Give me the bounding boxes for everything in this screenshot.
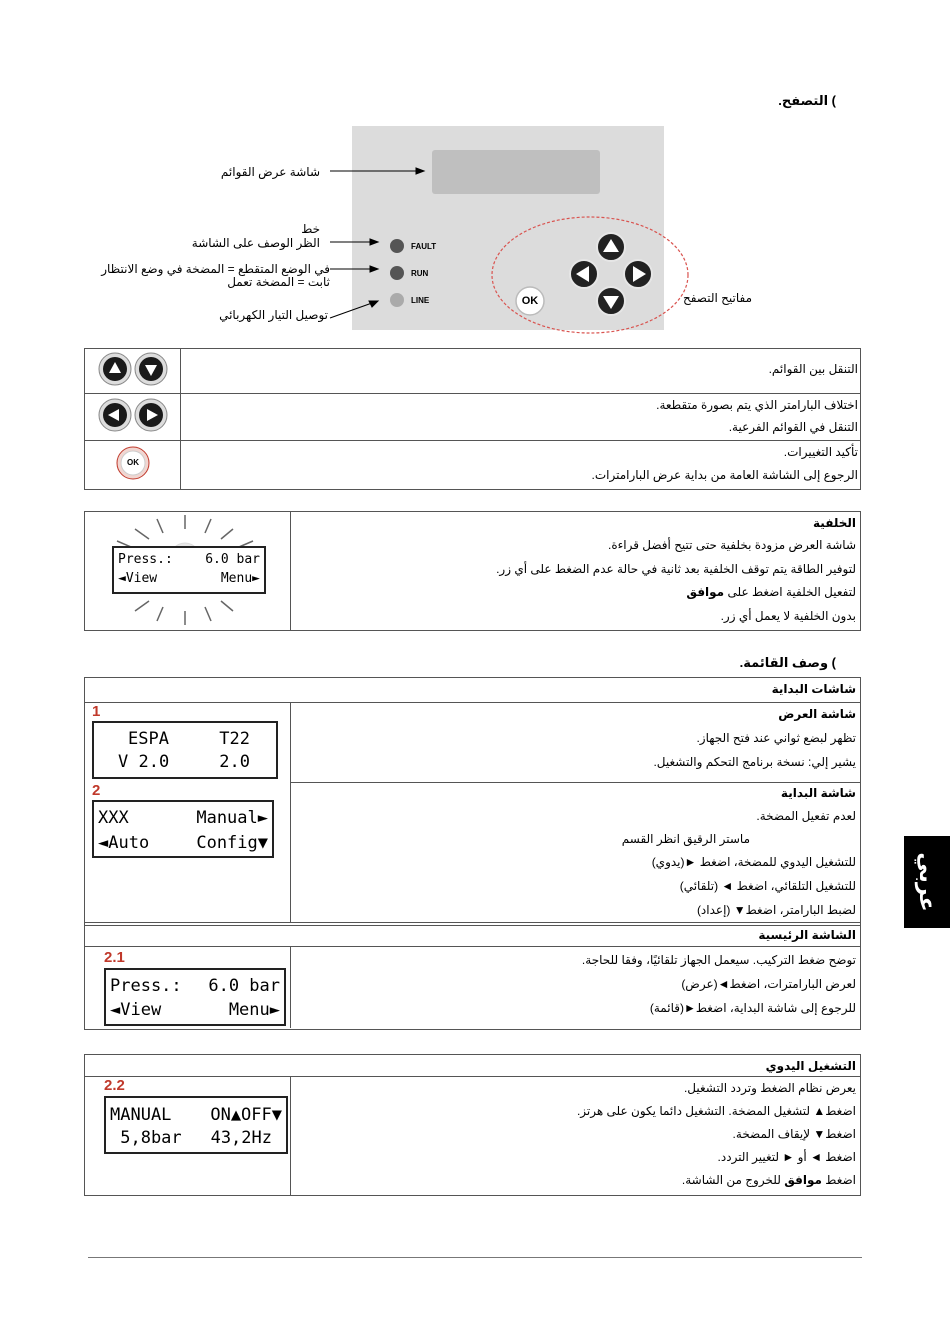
lcd-text: T22 xyxy=(219,729,250,749)
start-screens-header: شاشات البداية xyxy=(771,682,856,696)
start-screen-lcd xyxy=(92,800,274,858)
label-fault-line1: خط xyxy=(301,222,320,236)
screen-number-2: 2 xyxy=(92,782,101,799)
lcd-text: ◄Auto xyxy=(98,833,150,853)
nav-right-button xyxy=(624,260,652,288)
backlight-line1: شاشة العرض مزودة بخلفية حتى تتيح أفضل قراءة. xyxy=(608,538,856,552)
section-heading-navigation: ) التصفح. xyxy=(778,93,836,108)
lcd-text: 6.0 bar xyxy=(205,552,260,567)
nav-down-button xyxy=(597,287,625,315)
keys-row2-line1: اختلاف البارامتر الذي يتم بصورة متقطعة. xyxy=(656,398,858,412)
manual-line5 xyxy=(682,1173,856,1187)
section-heading-menu: ) وصف القائمة. xyxy=(739,655,836,670)
main-screen-line3: للرجوع إلى شاشة البداية، اضغط►(قائمة) xyxy=(649,1001,856,1015)
manual-line5-post: للخروج من الشاشة. xyxy=(681,1173,781,1187)
start-screen-line4: للتشغيل التلقائي، اضغط ◄ (تلقائي) xyxy=(679,879,856,893)
manual-line2: اضغط▲ لتشغيل المضخة. التشغيل دائما يكون على هرتز. xyxy=(576,1104,856,1118)
main-screen-lcd xyxy=(104,968,286,1026)
panel-ok-label: OK xyxy=(521,295,539,307)
backlight-line2: لتوفير الطاقة يتم توقف الخلفية بعد ثانية في حالة عدم الضغط على أي زر. xyxy=(496,562,856,576)
manual-line3: اضغط▼ لإيقاف المضخة. xyxy=(732,1127,856,1141)
backlight-line3-pre: لتفعيل الخلفية اضغط على xyxy=(727,585,856,599)
label-nav-keys: مفاتيح التصفح xyxy=(682,291,752,305)
keys-row2-line2: التنقل في القوائم الفرعية. xyxy=(728,420,858,434)
lcd-text: Manual► xyxy=(196,808,268,828)
lcd-text: MANUAL xyxy=(110,1105,172,1125)
manual-header: التشغيل اليدوي xyxy=(765,1059,856,1073)
nav-left-button xyxy=(570,260,598,288)
keys-row1-line1: التنقل بين القوائم. xyxy=(768,362,858,376)
run-led-label: RUN xyxy=(411,269,429,278)
left-right-keys-icon xyxy=(99,399,167,431)
main-screen-line2: لعرض البارامترات، اضغط◄(عرض) xyxy=(681,977,856,991)
screen-number-2-2: 2.2 xyxy=(104,1077,125,1094)
lcd-text: 6.0 bar xyxy=(208,976,280,996)
backlight-lcd xyxy=(112,546,266,594)
manual-line5-bold: موافق xyxy=(784,1173,822,1187)
manual-screen-lcd xyxy=(104,1096,288,1154)
start-screen-line5: لضبط البارامتر، اضغط▼ (إعداد) xyxy=(696,903,856,917)
ok-key-label: OK xyxy=(127,458,139,467)
label-run-line2: ثابت = المضخة تعمل xyxy=(227,275,330,289)
display-screen-line1: تظهر لبضع ثواني عند فتح الجهاز. xyxy=(696,731,856,745)
manual-line1: يعرض نظام الضغط وتردد التشغيل. xyxy=(683,1081,856,1095)
label-run-line1: في الوضع المتقطع = المضخة في وضع الانتظار xyxy=(101,262,330,276)
backlight-line3 xyxy=(686,585,856,599)
language-side-tab-label: عربي xyxy=(915,852,940,912)
lcd-text: ◄View xyxy=(110,1000,162,1020)
label-fault-line2: الظر الوصف على الشاشة xyxy=(191,236,320,250)
backlight-line3-bold: موافق xyxy=(686,585,725,599)
backlight-line4: بدون الخلفية لا يعمل أي زر. xyxy=(720,609,856,623)
lcd-text: 5,8bar xyxy=(110,1128,182,1148)
up-down-keys-icon xyxy=(99,353,167,385)
lcd-text: V 2.0 xyxy=(118,752,170,772)
fault-led-label: FAULT xyxy=(411,242,437,251)
keys-row3-line2: الرجوع إلى الشاشة العامة من بداية عرض البارامترات. xyxy=(591,468,858,482)
lcd-text: Press.: xyxy=(118,552,173,567)
keys-row3-line1: تأكيد التغييرات. xyxy=(783,445,858,459)
label-menu-display: شاشة عرض القوائم xyxy=(220,165,320,179)
main-screen-header: الشاشة الرئيسية xyxy=(758,928,856,942)
manual-line5-pre: اضغط xyxy=(825,1173,856,1187)
screen-number-2-1: 2.1 xyxy=(104,949,125,966)
lcd-text: Menu► xyxy=(220,571,260,586)
lcd-text: Menu► xyxy=(228,1000,280,1020)
nav-up-button xyxy=(597,233,625,261)
start-screen-title: شاشة البداية xyxy=(780,786,856,800)
lcd-text: 2.0 xyxy=(219,752,250,772)
lcd-text: Config▼ xyxy=(196,833,268,853)
line-led-label: LINE xyxy=(411,296,430,305)
start-screen-line2: ماستر الرقيق انظر القسم xyxy=(621,832,750,846)
panel-callouts xyxy=(0,0,950,340)
lcd-text: XXX xyxy=(98,808,129,828)
lcd-text: ON▲OFF▼ xyxy=(210,1105,282,1125)
display-screen-lcd xyxy=(92,721,278,779)
label-power-line: توصيل التيار الكهربائي xyxy=(219,308,328,322)
backlight-title: الخلفية xyxy=(813,516,856,530)
lcd-text: ESPA xyxy=(128,729,169,749)
lcd-text: 43,2Hz xyxy=(210,1128,272,1148)
screen-number-1: 1 xyxy=(92,703,101,720)
main-screen-line1: توضح ضغط التركيب. سيعمل الجهاز تلقائيًا، وفقا للحاجة. xyxy=(581,953,856,967)
start-screen-line3: للتشغيل اليدوي للمضخة، اضغط ►(يدوي) xyxy=(651,855,856,869)
display-screen-line2: يشير إلي: نسخة برنامج التحكم والتشغيل. xyxy=(653,755,856,769)
display-screen-title: شاشة العرض xyxy=(778,707,856,721)
lcd-text: Press.: xyxy=(110,976,182,996)
lcd-text: ◄View xyxy=(118,571,158,586)
start-screen-line1: لعدم تفعيل المضخة. xyxy=(756,809,856,823)
language-side-tab xyxy=(904,836,950,928)
footer-divider xyxy=(88,1257,862,1258)
manual-line4: اضغط ◄ أو ► لتغيير التردد. xyxy=(717,1150,856,1164)
